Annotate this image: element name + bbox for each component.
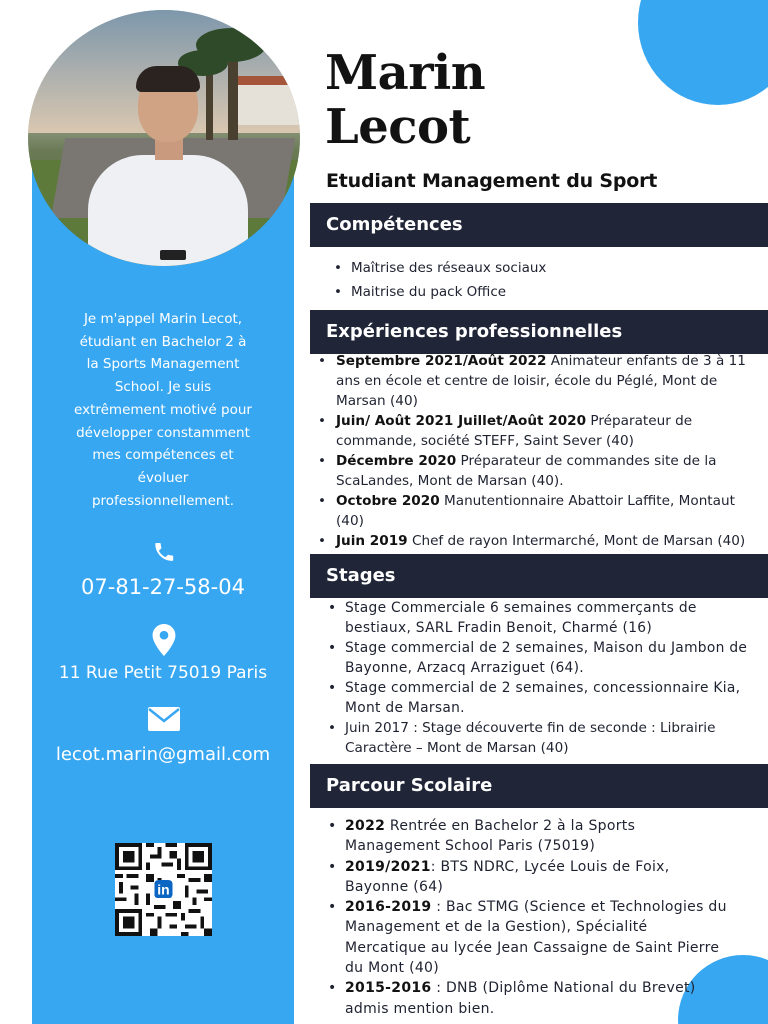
list-item [310,857,730,898]
item-text: : BTS NDRC, Lycée Louis de Foix, Bayonne (64) [345,858,670,895]
list-item: • Stage commercial de 2 semaines, concessionnaire Kia, Mont de Marsan. [310,678,760,718]
item-date: 2019/2021 [345,858,431,875]
item-text: Préparateur de commande, société STEFF, Saint Sever (40) [336,413,693,449]
qr-code-icon[interactable] [115,843,212,936]
decorative-circle-top [638,0,768,105]
first-name: Marin [325,45,486,101]
address: 11 Rue Petit 75019 Paris [58,663,268,683]
section-heading-skills: Compétences [310,203,768,247]
list-item: • Maîtrise des réseaux sociaux [310,256,760,280]
item-date: 2022 [345,818,386,834]
last-name: Lecot [325,99,471,155]
email-address[interactable]: lecot.marin@gmail.com [55,744,271,765]
item-text: Préparateur de commandes site de la ScaLandes, Mont de Marsan (40). [336,453,717,489]
item-date: 2015-2016 [345,980,432,997]
item-text: Manutentionnaire Abattoir Laffite, Montaut (40) [336,493,735,529]
item-text: Chef de rayon Intermarché, Mont de Marsan (40) [407,533,746,549]
section-heading-education: Parcour Scolaire [310,764,768,808]
education-list [310,816,730,1019]
list-item [310,816,730,857]
location-pin-icon [150,624,178,654]
profile-photo [28,10,300,266]
list-item: • Stage Commerciale 6 semaines commerçants de bestiaux, SARL Fradin Benoit, Charmé (16) [310,598,760,638]
item-text: : DNB (Diplôme National du Brevet) admis mention bien. [345,980,696,1017]
list-item: • Maitrise du pack Office [310,280,760,304]
internships-list [310,598,760,758]
item-date: Juin 2019 [336,533,408,549]
list-item [310,411,760,451]
section-heading-experience: Expériences professionnelles [310,310,768,354]
list-item: • Stage commercial de 2 semaines, Maison du Jambon de Bayonne, Arzacq Arraziguet (64). [310,638,760,678]
item-date: Octobre 2020 [336,493,440,509]
item-date: 2016-2019 [345,899,432,916]
item-text: : Bac STMG (Science et Technologies du Management et de la Gestion), Spécialité Mercatique au lycée Jean Cassaigne de Saint Pierre du Mont (40) [345,899,727,977]
envelope-icon [148,707,180,737]
list-item [310,978,730,1019]
svg-text:in: in [157,881,170,898]
list-item [310,351,760,411]
list-item [310,491,760,531]
list-item: • Juin 2017 : Stage découverte fin de seconde : Librairie Caractère – Mont de Marsan (40) [310,718,760,758]
item-date: Septembre 2021/Août 2022 [336,353,547,369]
job-title: Etudiant Management du Sport [326,170,658,192]
item-date: Décembre 2020 [336,453,457,469]
item-date: Juin/ Août 2021 Juillet/Août 2020 [336,413,587,429]
list-item [310,451,760,491]
phone-number[interactable]: 07-81-27-58-04 [81,575,245,599]
item-text: Rentrée en Bachelor 2 à la Sports Management School Paris (75019) [345,818,636,855]
list-item [310,531,760,551]
list-item [310,897,730,978]
person-name [325,46,485,154]
bio-text: Je m'appel Marin Lecot, étudiant en Bachelor 2 à la Sports Management School. Je suis extrêmement motivé pour développer constamment mes compétences et évoluer professionnellement. [74,311,252,509]
item-text: Animateur enfants de 3 à 11 ans en école et centre de loisir, école du Péglé, Mont de Marsan (40) [336,353,746,409]
phone-icon [150,540,178,570]
section-heading-internships: Stages [310,554,768,598]
experience-list [310,351,760,551]
skills-list [310,256,760,304]
